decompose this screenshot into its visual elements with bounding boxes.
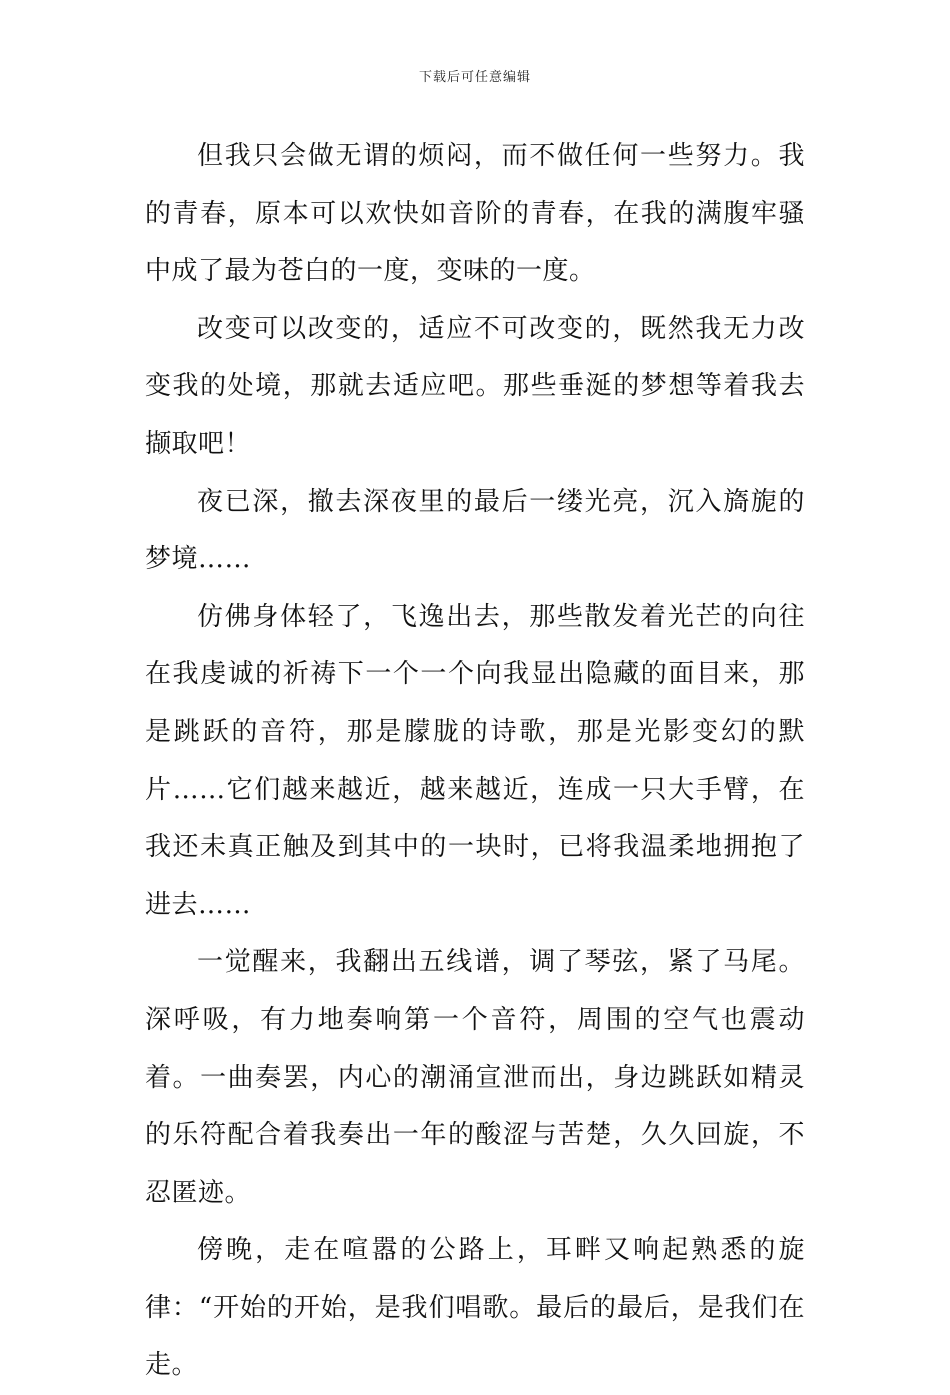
- paragraph-5: 一觉醒来，我翻出五线谱，调了琴弦，紧了马尾。深呼吸，有力地奏响第一个音符，周围的空气也震动着。一曲奏罢，内心的潮涌宣泄而出，身边跳跃如精灵的乐符配合着我奏出一年的酸涩与苦楚，久久回旋，不忍匿迹。: [145, 947, 805, 1208]
- paragraph-2: 改变可以改变的，适应不可改变的，既然我无力改变我的处境，那就去适应吧。那些垂涎的梦想等着我去撷取吧！: [145, 313, 805, 459]
- document-body: [145, 128, 805, 1395]
- paragraph-1: 但我只会做无谓的烦闷，而不做任何一些努力。我的青春，原本可以欢快如音阶的青春，在我的满腹牢骚中成了最为苍白的一度，变味的一度。: [145, 141, 805, 287]
- paragraph-3: 夜已深，撤去深夜里的最后一缕光亮，沉入旖旎的梦境……: [145, 486, 805, 575]
- page-header: 下载后可任意编辑: [418, 70, 531, 85]
- paragraph-4: 仿佛身体轻了，飞逸出去，那些散发着光芒的向往在我虔诚的祈祷下一个一个向我显出隐藏的面目来，那是跳跃的音符，那是朦胧的诗歌，那是光影变幻的默片……它们越来越近，越来越近，连成一只大手臂，在我还未真正触及到其中的一块时，已将我温柔地拥抱了进去……: [145, 601, 805, 920]
- paragraph-6: 傍晚，走在喧嚣的公路上，耳畔又响起熟悉的旋律：“开始的开始，是我们唱歌。最后的最后，是我们在走。: [145, 1235, 805, 1381]
